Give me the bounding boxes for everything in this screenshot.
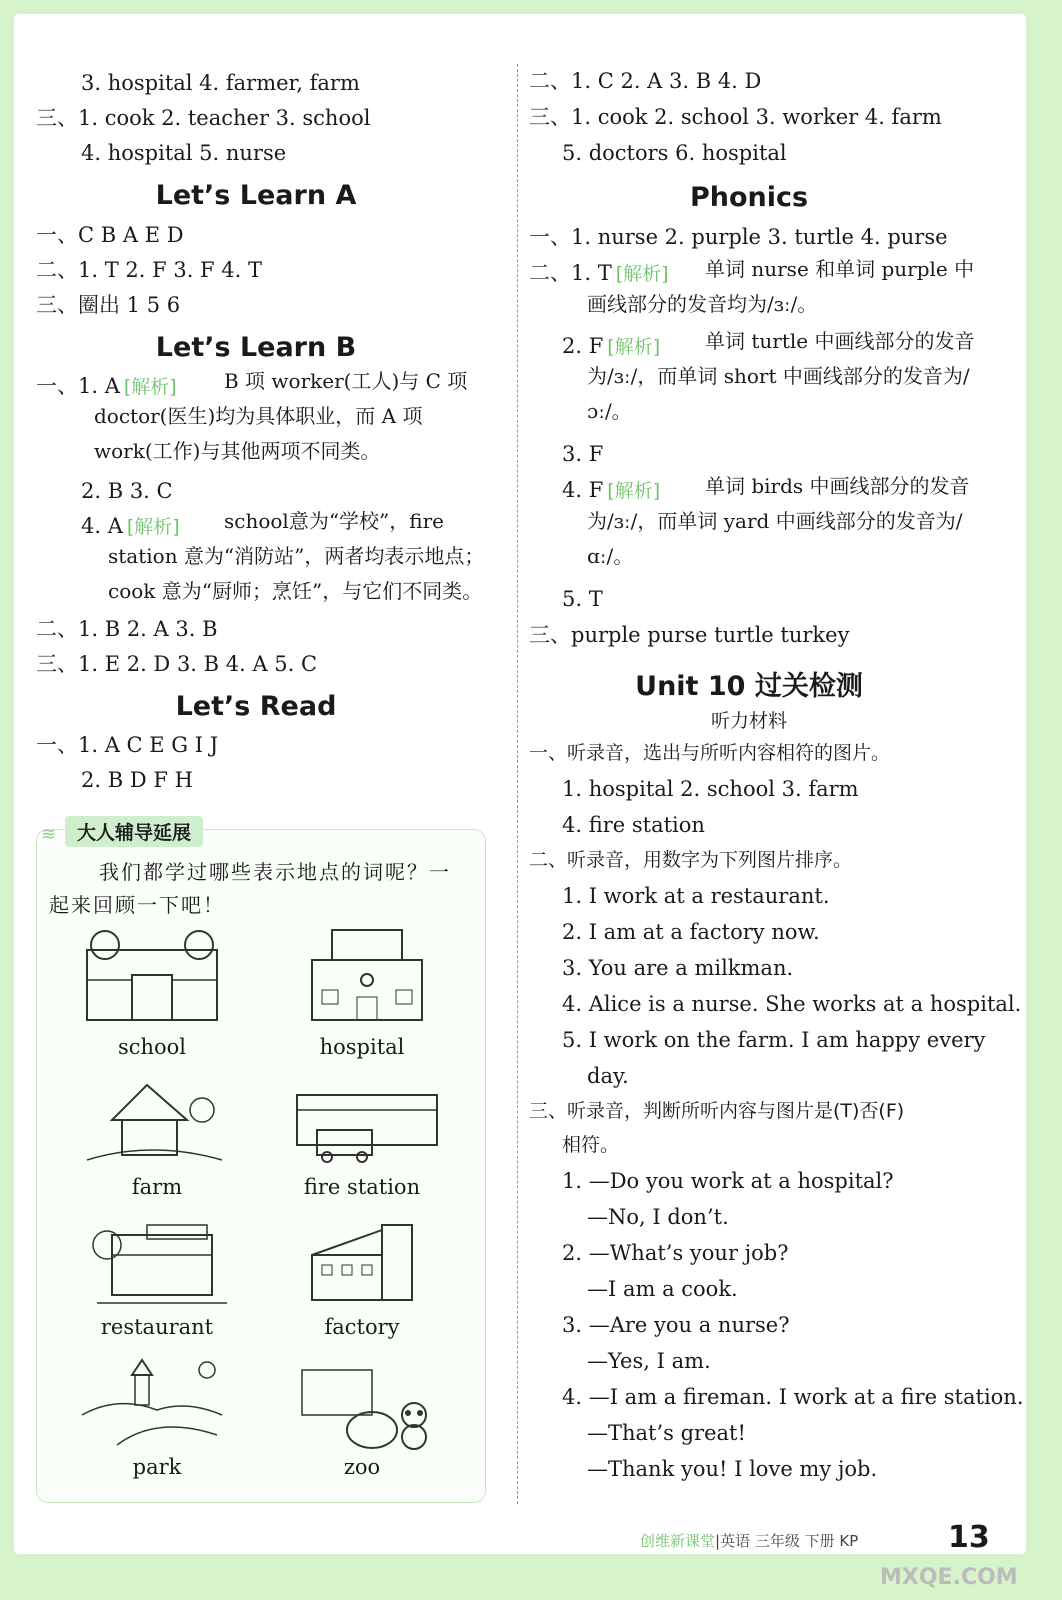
restaurant-picture xyxy=(87,1215,237,1315)
pic-label-park: park xyxy=(132,1455,182,1479)
answer-number: 二、1. T xyxy=(529,261,612,285)
script-line: 5. I work on the farm. I am happy every xyxy=(562,1028,986,1052)
script-line: 2. I am at a factory now. xyxy=(562,920,820,944)
answer-line: 4. hospital 5. nurse xyxy=(81,141,287,165)
script-line: —No, I don’t. xyxy=(587,1205,729,1229)
answer-line: 一、1. nurse 2. purple 3. turtle 4. purse xyxy=(529,225,948,249)
section-heading-lets-learn-a: Let’s Learn A xyxy=(155,180,357,211)
park-picture xyxy=(77,1355,227,1455)
answer-line: 二、1. B 2. A 3. B xyxy=(36,617,218,641)
answer-line: 5. doctors 6. hospital xyxy=(562,141,787,165)
answer-number: 4. A xyxy=(81,514,123,538)
answer-line: 一、1. A C E G I J xyxy=(36,733,219,757)
answer-line: 三、1. cook 2. school 3. worker 4. farm xyxy=(529,105,942,129)
question-instruction: 一、听录音，选出与所听内容相符的图片。 xyxy=(529,742,891,764)
analysis-tag: [解析] xyxy=(123,376,177,398)
pic-label-restaurant: restaurant xyxy=(100,1315,214,1339)
script-line: 4. —I am a fireman. I work at a fire station. xyxy=(562,1385,1024,1409)
footer-subject: |英语 三年级 下册 KP xyxy=(715,1532,859,1550)
analysis-tag: [解析] xyxy=(607,480,661,502)
pic-label-zoo: zoo xyxy=(343,1455,381,1479)
listening-material-title: 听力材料 xyxy=(710,710,787,732)
parent-guidance-text: 我们都学过哪些表示地点的词呢？一起来回顾一下吧！ xyxy=(49,860,451,917)
answer-number: 一、1. A xyxy=(36,374,120,398)
footer xyxy=(640,1530,858,1551)
answer-line: 5. T xyxy=(562,587,603,611)
section-heading-phonics: Phonics xyxy=(689,182,809,213)
script-line: 1. —Do you work at a hospital? xyxy=(562,1169,894,1193)
script-line: —I am a cook. xyxy=(587,1277,738,1301)
factory-picture xyxy=(292,1215,442,1315)
script-line: —Thank you! I love my job. xyxy=(587,1457,878,1481)
parent-guidance-box xyxy=(36,822,486,1503)
analysis-text: 单词 turtle 中画线部分的发音为/ɜː/，而单词 short 中画线部分的发音为/ɔː/。 xyxy=(587,329,975,423)
script-line: 2. —What’s your job? xyxy=(562,1241,789,1265)
script-line: 3. You are a milkman. xyxy=(562,956,794,980)
fire-station-picture xyxy=(292,1085,442,1185)
answer-line: 4. fire station xyxy=(562,813,705,837)
script-line: —Yes, I am. xyxy=(587,1349,711,1373)
question-instruction: 相符。 xyxy=(562,1134,620,1156)
section-heading-lets-learn-b: Let’s Learn B xyxy=(155,332,357,363)
analysis-tag: [解析] xyxy=(126,516,180,538)
answer-line: 3. hospital 4. farmer, farm xyxy=(81,71,360,95)
page-number: 13 xyxy=(948,1520,990,1555)
analysis-text: B 项 worker(工人)与 C 项 doctor(医生)均为具体职业，而 A 项 work(工作)与其他两项不同类。 xyxy=(94,369,468,463)
analysis-tag: [解析] xyxy=(607,336,661,358)
analysis-tag: [解析] xyxy=(615,263,669,285)
script-line: 4. Alice is a nurse. She works at a hospital. xyxy=(562,992,1022,1016)
watermark: MXQE.COM xyxy=(880,1565,1018,1590)
question-instruction: 三、听录音，判断所听内容与图片是(T)否(F) xyxy=(529,1100,905,1122)
analysis-text: 单词 birds 中画线部分的发音为/ɜː/，而单词 yard 中画线部分的发音为/ɑː/。 xyxy=(587,474,970,568)
answer-line: 一、C B A E D xyxy=(36,223,184,247)
pic-label-factory: factory xyxy=(324,1315,400,1339)
school-picture xyxy=(77,925,227,1025)
answer-line: 3. F xyxy=(562,442,604,466)
zoo-picture xyxy=(292,1355,442,1455)
answer-line: 二、1. C 2. A 3. B 4. D xyxy=(529,69,762,93)
farm-picture xyxy=(77,1070,227,1170)
answer-number: 2. F xyxy=(562,334,604,358)
section-heading-lets-read: Let’s Read xyxy=(175,691,337,722)
answer-line: 三、purple purse turtle turkey xyxy=(529,623,850,647)
analysis-text: 单词 nurse 和单词 purple 中画线部分的发音均为/ɜː/。 xyxy=(587,257,975,316)
answer-line: 1. hospital 2. school 3. farm xyxy=(562,777,859,801)
answer-line: 2. B 3. C xyxy=(81,479,173,503)
footer-brand: 创维新课堂 xyxy=(640,1532,716,1550)
parent-guidance-title: 大人辅导延展 xyxy=(65,816,203,847)
page xyxy=(14,14,1026,1554)
answer-line: 二、1. T 2. F 3. F 4. T xyxy=(36,258,263,282)
column-divider xyxy=(517,64,518,1504)
pic-label-farm: farm xyxy=(131,1175,183,1199)
answer-line: 2. B D F H xyxy=(81,768,193,792)
script-line: day. xyxy=(587,1064,629,1088)
pic-label-fire-station: fire station xyxy=(303,1175,421,1199)
wave-icon: ≋ xyxy=(41,824,57,845)
answer-line: 三、1. cook 2. teacher 3. school xyxy=(36,106,371,130)
answer-number: 4. F xyxy=(562,478,604,502)
answer-line: 三、1. E 2. D 3. B 4. A 5. C xyxy=(36,652,318,676)
pic-label-school: school xyxy=(117,1035,187,1059)
script-line: —That’s great! xyxy=(587,1421,746,1445)
answer-line: 三、圈出 1 5 6 xyxy=(36,293,181,317)
script-line: 3. —Are you a nurse? xyxy=(562,1313,790,1337)
pic-label-hospital: hospital xyxy=(319,1035,405,1059)
section-heading-unit-10: Unit 10 过关检测 xyxy=(635,671,863,702)
question-instruction: 二、听录音，用数字为下列图片排序。 xyxy=(529,849,853,871)
hospital-picture xyxy=(292,925,442,1025)
script-line: 1. I work at a restaurant. xyxy=(562,884,830,908)
analysis-text: school意为“学校”，fire station 意为“消防站”，两者均表示地点；cook 意为“厨师；烹饪”，与它们不同类。 xyxy=(108,509,485,603)
